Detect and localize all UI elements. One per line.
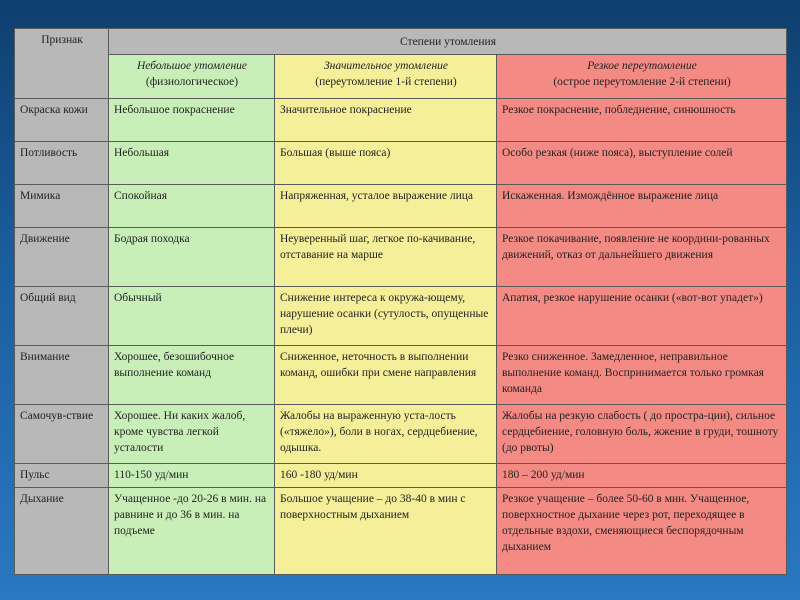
cell-significant: Жалобы на выраженную уста-лость («тяжело»), боли в ногах, сердцебиение, одышка. (275, 405, 497, 464)
column-subtitle: (переутомление 1-й степени) (315, 76, 457, 88)
cell-small: Учащенное -до 20-26 в мин. на равнине и до 36 в мин. на подъеме (109, 488, 275, 575)
table-header-row (15, 29, 787, 55)
table-row (15, 464, 787, 488)
column-subtitle: (физиологическое) (145, 76, 239, 88)
cell-significant: Значительное покраснение (275, 99, 497, 142)
cell-sharp: Жалобы на резкую слабость ( до простра-ции), сильное сердцебиение, головную боль, жжение в груди, тошноту (до рвоты) (497, 405, 787, 464)
cell-sharp: Резкое покачивание, появление не координи-рованных движений, отказ от дальнейшего движения (497, 228, 787, 287)
cell-sharp: Резкое покраснение, побледнение, синюшность (497, 99, 787, 142)
row-feature: Мимика (15, 185, 109, 228)
cell-small: Бодрая походка (109, 228, 275, 287)
cell-significant: Неуверенный шаг, легкое по-качивание, отставание на марше (275, 228, 497, 287)
column-header-significant (275, 55, 497, 99)
table-row (15, 346, 787, 405)
row-feature: Внимание (15, 346, 109, 405)
cell-small: Обычный (109, 287, 275, 346)
row-feature: Самочув-ствие (15, 405, 109, 464)
table-row (15, 405, 787, 464)
row-feature: Потливость (15, 142, 109, 185)
table-row (15, 185, 787, 228)
cell-small: Небольшая (109, 142, 275, 185)
table-row (15, 142, 787, 185)
column-header-small (109, 55, 275, 99)
cell-small: Небольшое покраснение (109, 99, 275, 142)
cell-sharp: 180 – 200 уд/мин (497, 464, 787, 488)
cell-significant: Большое учащение – до 38-40 в мин с поверхностным дыханием (275, 488, 497, 575)
row-feature: Дыхание (15, 488, 109, 575)
table-row (15, 287, 787, 346)
table-subheader-row (15, 55, 787, 99)
degrees-header: Степени утомления (109, 29, 787, 55)
column-title: Резкое переутомление (587, 60, 697, 72)
row-feature: Движение (15, 228, 109, 287)
cell-sharp: Резкое учащение – более 50-60 в мин. Учащенное, поверхностное дыхание через рот, переходящее в отдельные вздохи, сменяющиеся беспорядочным дыханием (497, 488, 787, 575)
column-title: Небольшое утомление (136, 60, 248, 72)
cell-small: Спокойная (109, 185, 275, 228)
cell-small: 110-150 уд/мин (109, 464, 275, 488)
column-subtitle: (острое переутомление 2-й степени) (553, 76, 731, 88)
fatigue-table-panel (14, 28, 786, 574)
column-header-sharp (497, 55, 787, 99)
row-feature: Пульс (15, 464, 109, 488)
cell-significant: Сниженное, неточность в выполнении команд, ошибки при смене направления (275, 346, 497, 405)
table-row (15, 99, 787, 142)
cell-sharp: Апатия, резкое нарушение осанки («вот-вот упадет») (497, 287, 787, 346)
column-title: Значительное утомление (323, 60, 449, 72)
cell-significant: Большая (выше пояса) (275, 142, 497, 185)
table-row (15, 228, 787, 287)
feature-header: Признак (15, 29, 109, 99)
cell-significant: Снижение интереса к окружа-ющему, нарушение осанки (сутулость, опущенные плечи) (275, 287, 497, 346)
cell-small: Хорошее, безошибочное выполнение команд (109, 346, 275, 405)
fatigue-degrees-table (14, 28, 787, 575)
row-feature: Общий вид (15, 287, 109, 346)
cell-sharp: Особо резкая (ниже пояса), выступление солей (497, 142, 787, 185)
cell-sharp: Искаженная. Измождённое выражение лица (497, 185, 787, 228)
row-feature: Окраска кожи (15, 99, 109, 142)
cell-sharp: Резко сниженное. Замедленное, неправильное выполнение команд. Воспринимается только громкая команда (497, 346, 787, 405)
cell-small: Хорошее. Ни каких жалоб, кроме чувства легкой усталости (109, 405, 275, 464)
cell-significant: Напряженная, усталое выражение лица (275, 185, 497, 228)
cell-significant: 160 -180 уд/мин (275, 464, 497, 488)
table-row (15, 488, 787, 575)
